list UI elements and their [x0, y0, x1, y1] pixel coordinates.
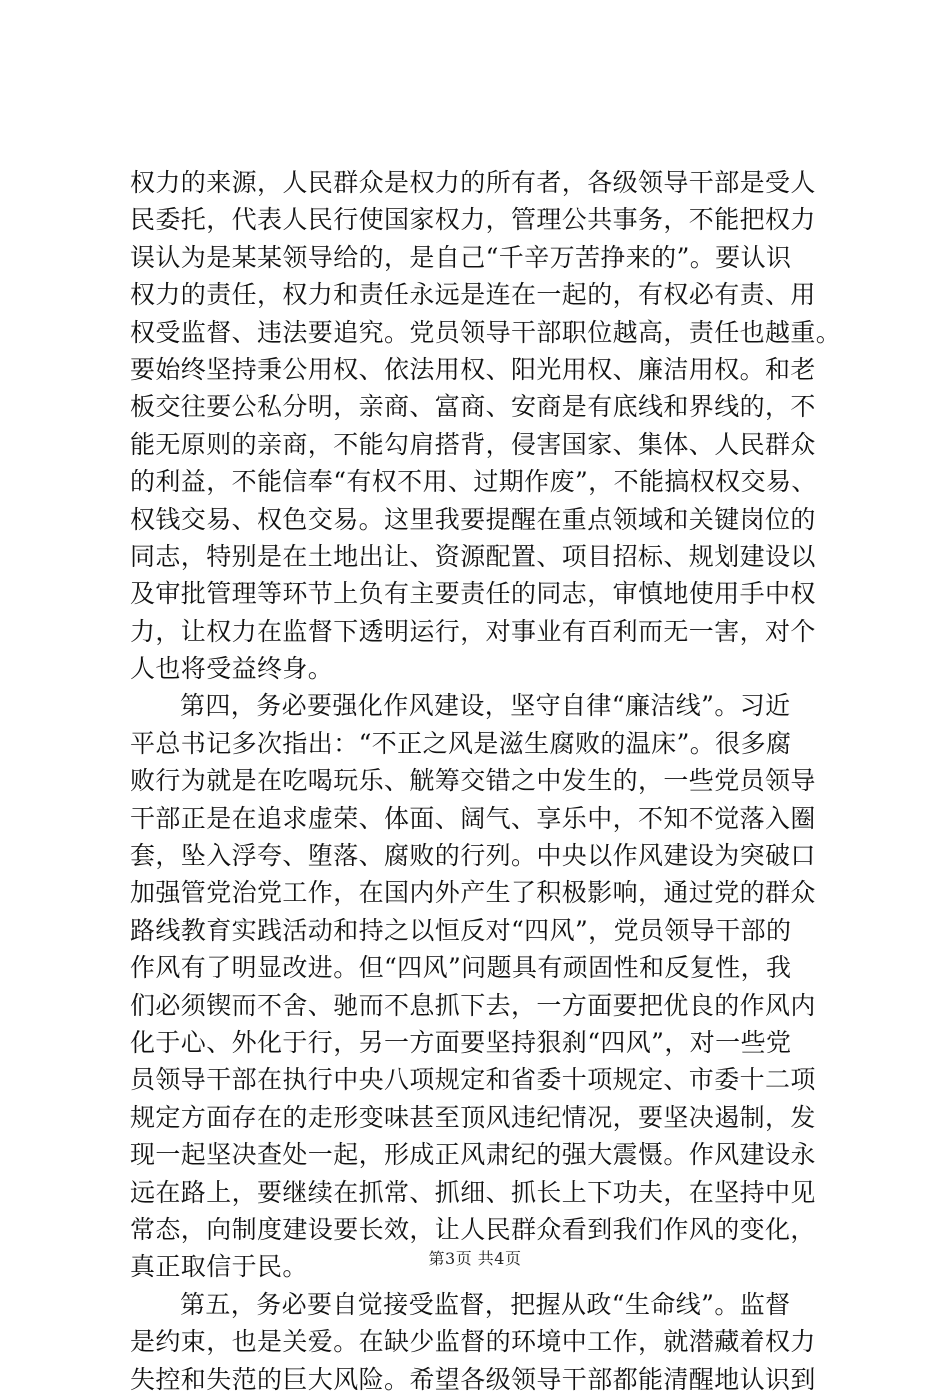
text-line: 同志，特别是在土地出让、资源配置、项目招标、规划建设以 — [130, 541, 816, 571]
text-line: 化于心、外化于行，另一方面要坚持狠刹“四风”，对一些党 — [130, 1027, 792, 1057]
text-line: 规定方面存在的走形变味甚至顶风违纪情况，要坚决遏制，发 — [130, 1102, 816, 1132]
text-line: 能无原则的亲商，不能勾肩搭背，侵害国家、集体、人民群众 — [130, 429, 816, 459]
text-line: 现一起坚决查处一起，形成正风肃纪的强大震慑。作风建设永 — [130, 1140, 816, 1170]
paragraph-start-line: 第五，务必要自觉接受监督，把握从政“生命线”。监督 — [180, 1289, 791, 1319]
text-line: 失控和失范的巨大风险。希望各级领导干部都能清醒地认识到 — [130, 1364, 816, 1394]
text-line: 员领导干部在执行中央八项规定和省委十项规定、市委十二项 — [130, 1065, 816, 1095]
text-line: 败行为就是在吃喝玩乐、觥筹交错之中发生的，一些党员领导 — [130, 766, 816, 796]
text-line: 误认为是某某领导给的，是自己“千辛万苦挣来的”。要认识 — [130, 242, 792, 272]
text-line: 的利益，不能信奉“有权不用、过期作废”，不能搞权权交易、 — [130, 467, 817, 497]
text-line: 及审批管理等环节上负有主要责任的同志，审慎地使用手中权 — [130, 579, 816, 609]
paragraph-start-line: 第四，务必要强化作风建设，坚守自律“廉洁线”。习近 — [180, 691, 791, 721]
text-line: 作风有了明显改进。但“四风”问题具有顽固性和反复性，我 — [130, 953, 792, 983]
page-number-footer: 第3页 共4页 — [428, 1249, 522, 1268]
text-line: 权力的来源，人民群众是权力的所有者，各级领导干部是受人 — [130, 168, 816, 197]
text-line: 干部正是在追求虚荣、体面、阔气、享乐中，不知不觉落入圈 — [130, 803, 816, 833]
text-line: 套，坠入浮夸、堕落、腐败的行列。中央以作风建设为突破口 — [130, 841, 816, 871]
text-line: 远在路上，要继续在抓常、抓细、抓长上下功夫，在坚持中见 — [130, 1177, 816, 1207]
text-line: 民委托，代表人民行使国家权力，管理公共事务，不能把权力 — [130, 205, 816, 235]
text-line: 是约束，也是关爱。在缺少监督的环境中工作，就潜藏着权力 — [130, 1327, 816, 1357]
text-line: 要始终坚持秉公用权、依法用权、阳光用权、廉洁用权。和老 — [130, 354, 816, 384]
text-line: 常态，向制度建设要长效，让人民群众看到我们作风的变化， — [130, 1214, 816, 1244]
text-line: 们必须锲而不舍、驰而不息抓下去，一方面要把优良的作风内 — [130, 990, 816, 1020]
text-line: 力，让权力在监督下透明运行，对事业有百利而无一害，对个 — [130, 616, 816, 646]
text-line: 权钱交易、权色交易。这里我要提醒在重点领域和关键岗位的 — [130, 504, 816, 534]
text-line: 路线教育实践活动和持之以恒反对“四风”，党员领导干部的 — [130, 915, 792, 945]
document-body — [130, 164, 842, 1398]
text-line: 人也将受益终身。 — [130, 654, 334, 684]
text-line: 权力的责任，权力和责任永远是连在一起的，有权必有责、用 — [130, 280, 816, 310]
text-line: 平总书记多次指出：“不正之风是滋生腐败的温床”。很多腐 — [130, 728, 792, 758]
text-line: 权受监督、违法要追究。党员领导干部职位越高，责任也越重。 — [130, 317, 842, 347]
text-line: 真正取信于民。 — [130, 1252, 308, 1282]
text-line: 板交往要公私分明，亲商、富商、安商是有底线和界线的，不 — [130, 392, 816, 422]
text-line: 加强管党治党工作，在国内外产生了积极影响，通过党的群众 — [130, 878, 816, 908]
